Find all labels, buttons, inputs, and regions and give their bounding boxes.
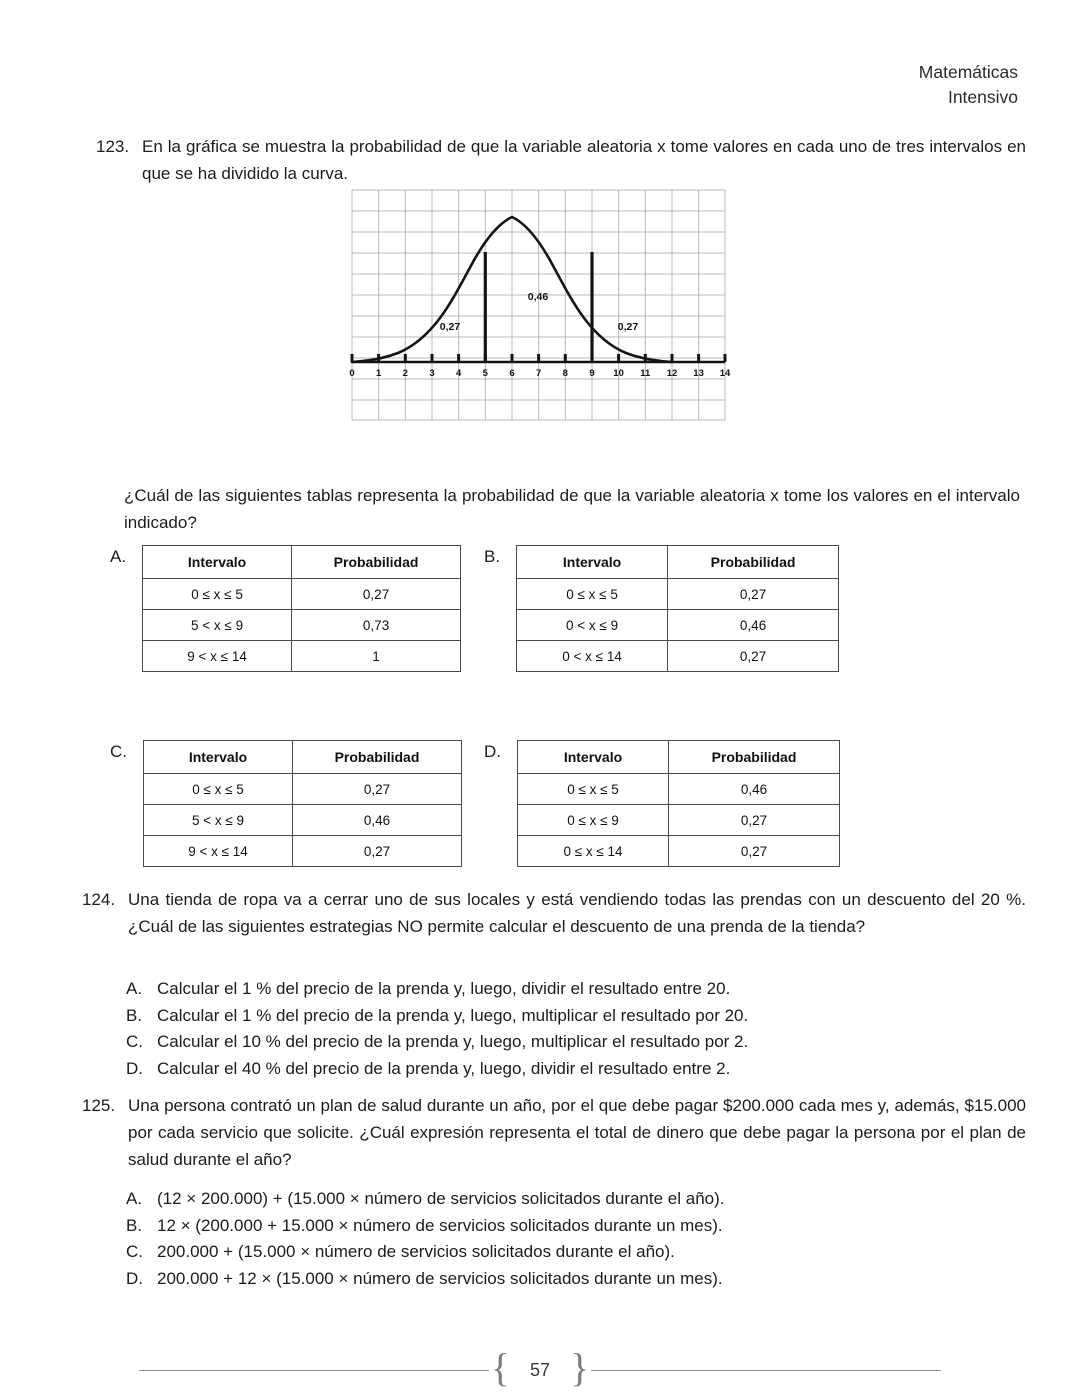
answer-table-a: [142, 545, 461, 672]
column-header-probability: Probabilidad: [668, 546, 839, 579]
question-124-options: [126, 976, 748, 1082]
tick-label: 11: [640, 368, 651, 379]
table-header-row: [517, 546, 839, 579]
cell-probability: 0,27: [292, 579, 461, 610]
answer-option-a-letter: A.: [110, 547, 127, 566]
table-row: [518, 836, 840, 867]
cell-probability: 0,27: [293, 836, 462, 867]
question-124-text: Una tienda de ropa va a cerrar uno de sus locales y está vendiendo todas las prendas con un descuento del 20 %. ¿Cuál de las siguientes estrategias NO permite calcular el descuento de una prenda de la tienda?: [128, 890, 1026, 936]
question-123-subprompt: ¿Cuál de las siguientes tablas representa la probabilidad de que la variable aleatoria x tome los valores en el intervalo indicado?: [124, 486, 1020, 532]
answer-option-a[interactable]: [110, 545, 461, 672]
cell-interval: 0 < x ≤ 14: [517, 641, 668, 672]
tick-label: 10: [613, 368, 624, 379]
cell-probability: 0,27: [668, 641, 839, 672]
answer-option-c-letter: C.: [110, 742, 127, 761]
page-footer: [0, 1345, 1080, 1390]
tick-label: 9: [589, 368, 595, 379]
tick-label: 8: [562, 368, 568, 379]
answer-option-d-letter: D.: [484, 742, 501, 761]
option-letter-a: A.: [126, 979, 143, 998]
cell-probability: 0,27: [668, 579, 839, 610]
option-row-c[interactable]: [126, 1029, 748, 1056]
option-text-d: 200.000 + 12 × (15.000 × número de servicios solicitados durante un mes).: [157, 1268, 723, 1288]
tick-label: 0: [349, 368, 355, 379]
chart-gridlines: [352, 190, 725, 420]
tick-label: 12: [666, 368, 678, 379]
table-header-row: [143, 546, 461, 579]
chart-tick-labels: [349, 368, 731, 379]
option-letter-d: D.: [126, 1268, 143, 1288]
area-label-center: 0,46: [527, 291, 549, 303]
table-header-row: [144, 741, 462, 774]
cell-probability: 0,46: [669, 774, 840, 805]
cell-interval: 0 ≤ x ≤ 5: [144, 774, 293, 805]
table-row: [144, 774, 462, 805]
option-text-d: Calcular el 40 % del precio de la prenda y, luego, dividir el resultado entre 2.: [157, 1058, 731, 1078]
option-row-c[interactable]: [126, 1239, 724, 1266]
page-number: 57: [529, 1359, 551, 1380]
answer-option-b[interactable]: [484, 545, 839, 672]
footer-brace-left: {: [490, 1345, 510, 1390]
header-level: Intensivo: [947, 87, 1018, 107]
column-header-probability: Probabilidad: [669, 741, 840, 774]
cell-probability: 1: [292, 641, 461, 672]
table-row: [518, 774, 840, 805]
table-row: [144, 836, 462, 867]
cell-interval: 0 ≤ x ≤ 5: [518, 774, 669, 805]
cell-probability: 0,73: [292, 610, 461, 641]
cell-interval: 0 ≤ x ≤ 9: [518, 805, 669, 836]
column-header-interval: Intervalo: [143, 546, 292, 579]
table-row: [143, 579, 461, 610]
option-letter-c: C.: [126, 1242, 143, 1261]
question-125-number: 125.: [82, 1096, 116, 1115]
footer-brace-right: }: [570, 1345, 590, 1390]
option-row-a[interactable]: [126, 1186, 724, 1213]
table-header-row: [518, 741, 840, 774]
answer-table-b: [516, 545, 839, 672]
footer-rule-left: [139, 1370, 489, 1371]
question-125-text: Una persona contrató un plan de salud durante un año, por el que debe pagar $200.000 cada mes y, además, $15.000 por cada servicio que solicite. ¿Cuál expresión representa el total de dinero que debe pagar la persona por el plan de salud durante el año?: [128, 1096, 1026, 1169]
option-letter-d: D.: [126, 1058, 143, 1078]
answer-table-c: [143, 740, 462, 867]
table-row: [518, 805, 840, 836]
cell-probability: 0,46: [668, 610, 839, 641]
tick-label: 14: [719, 368, 731, 379]
column-header-interval: Intervalo: [144, 741, 293, 774]
tick-label: 7: [535, 368, 542, 379]
option-row-b[interactable]: [126, 1003, 748, 1030]
tick-label: 1: [375, 368, 382, 379]
option-text-c: Calcular el 10 % del precio de la prenda y, luego, multiplicar el resultado por 2.: [157, 1032, 749, 1051]
question-124-number: 124.: [82, 890, 116, 909]
table-row: [143, 610, 461, 641]
area-label-left: 0,27: [439, 321, 461, 333]
question-125-options: [126, 1186, 724, 1292]
cell-interval: 0 < x ≤ 9: [517, 610, 668, 641]
table-row: [517, 579, 839, 610]
option-row-d[interactable]: [126, 1056, 748, 1083]
answer-option-b-letter: B.: [484, 547, 501, 566]
footer-rule-right: [591, 1370, 941, 1371]
option-text-b: 12 × (200.000 + 15.000 × número de servicios solicitados durante un mes).: [157, 1215, 723, 1235]
option-letter-b: B.: [126, 1215, 143, 1235]
option-row-b[interactable]: [126, 1213, 724, 1240]
header-subject: Matemáticas: [918, 62, 1018, 82]
answer-option-d[interactable]: [484, 740, 840, 867]
option-row-a[interactable]: [126, 976, 748, 1003]
option-letter-c: C.: [126, 1032, 143, 1051]
tick-label: 5: [482, 368, 488, 379]
answer-table-d: [517, 740, 840, 867]
column-header-probability: Probabilidad: [293, 741, 462, 774]
tick-label: 13: [693, 368, 704, 379]
tick-label: 4: [455, 368, 462, 379]
cell-interval: 0 ≤ x ≤ 5: [143, 579, 292, 610]
cell-interval: 0 ≤ x ≤ 5: [517, 579, 668, 610]
question-124: [82, 886, 1026, 940]
cell-interval: 9 < x ≤ 14: [143, 641, 292, 672]
column-header-probability: Probabilidad: [292, 546, 461, 579]
tick-label: 6: [509, 368, 515, 379]
option-text-b: Calcular el 1 % del precio de la prenda y, luego, multiplicar el resultado por 20.: [157, 1005, 749, 1025]
area-label-right: 0,27: [617, 321, 639, 333]
cell-interval: 9 < x ≤ 14: [144, 836, 293, 867]
cell-interval: 5 < x ≤ 9: [143, 610, 292, 641]
cell-probability: 0,27: [293, 774, 462, 805]
table-row: [143, 641, 461, 672]
question-125: [82, 1092, 1026, 1173]
table-row: [517, 641, 839, 672]
option-letter-b: B.: [126, 1005, 143, 1025]
cell-probability: 0,27: [669, 836, 840, 867]
cell-interval: 0 ≤ x ≤ 14: [518, 836, 669, 867]
column-header-interval: Intervalo: [518, 741, 669, 774]
question-123-number: 123.: [96, 137, 130, 156]
tick-label: 2: [402, 368, 408, 379]
option-text-c: 200.000 + (15.000 × número de servicios solicitados durante el año).: [157, 1242, 675, 1261]
answer-option-c[interactable]: [110, 740, 462, 867]
option-text-a: (12 × 200.000) + (15.000 × número de servicios solicitados durante el año).: [157, 1189, 725, 1208]
probability-curve-figure: [340, 186, 740, 424]
column-header-interval: Intervalo: [517, 546, 668, 579]
question-123: [96, 133, 1026, 187]
table-row: [517, 610, 839, 641]
option-row-d[interactable]: [126, 1266, 724, 1293]
option-text-a: Calcular el 1 % del precio de la prenda y, luego, dividir el resultado entre 20.: [157, 979, 731, 998]
option-letter-a: A.: [126, 1189, 143, 1208]
cell-probability: 0,46: [293, 805, 462, 836]
tick-label: 3: [429, 368, 435, 379]
table-row: [144, 805, 462, 836]
cell-interval: 5 < x ≤ 9: [144, 805, 293, 836]
question-123-text: En la gráfica se muestra la probabilidad de que la variable aleatoria x tome valores en cada uno de tres intervalos en que se ha dividido la curva.: [142, 137, 1026, 183]
page-header: [919, 60, 1018, 110]
cell-probability: 0,27: [669, 805, 840, 836]
